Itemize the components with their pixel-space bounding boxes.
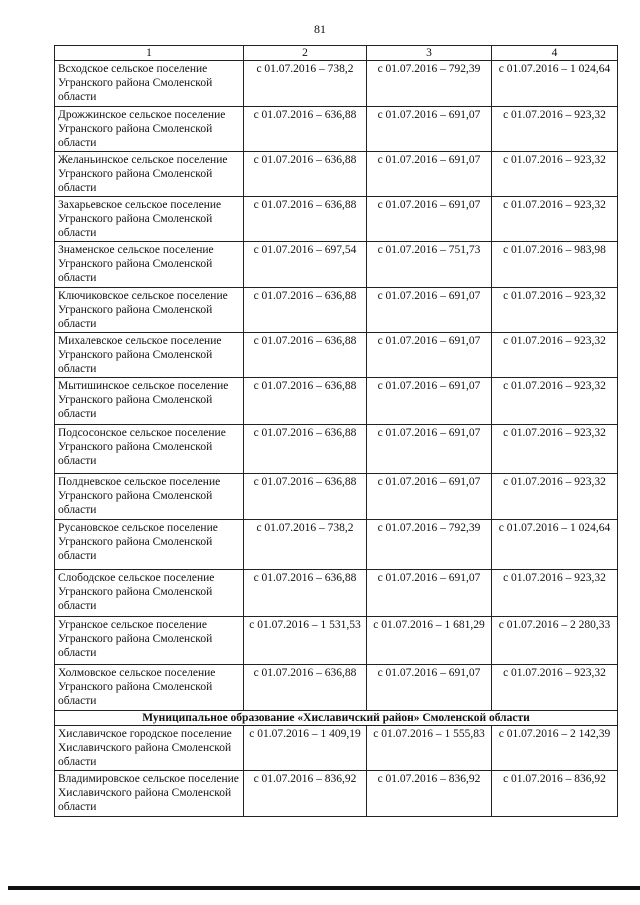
header-col-4: 4 xyxy=(492,46,618,61)
tariff-col-2: с 01.07.2016 – 636,88 xyxy=(244,152,367,197)
tariff-col-3: с 01.07.2016 – 836,92 xyxy=(367,771,492,817)
settlement-name: Слободское сельское поселение Угранского района Смоленской области xyxy=(55,570,244,617)
settlement-name: Михалевское сельское поселение Угранского района Смоленской области xyxy=(55,333,244,378)
tariff-col-3: с 01.07.2016 – 691,07 xyxy=(367,570,492,617)
tariff-col-3: с 01.07.2016 – 691,07 xyxy=(367,665,492,711)
table-header xyxy=(55,46,618,61)
tariff-col-4: с 01.07.2016 – 923,32 xyxy=(492,333,618,378)
settlement-name: Хиславичское городское поселение Хиславичского района Смоленской области xyxy=(55,726,244,771)
tariff-col-2: с 01.07.2016 – 636,88 xyxy=(244,425,367,474)
tariff-col-2: с 01.07.2016 – 636,88 xyxy=(244,288,367,333)
settlement-name: Всходское сельское поселение Угранского района Смоленской области xyxy=(55,61,244,107)
table-row xyxy=(55,474,618,520)
tariff-col-4: с 01.07.2016 – 923,32 xyxy=(492,288,618,333)
tariff-col-3: с 01.07.2016 – 691,07 xyxy=(367,152,492,197)
table-row xyxy=(55,771,618,817)
tariff-col-4: с 01.07.2016 – 923,32 xyxy=(492,474,618,520)
settlement-name: Владимировское сельское поселение Хиславичского района Смоленской области xyxy=(55,771,244,817)
tariff-col-3: с 01.07.2016 – 691,07 xyxy=(367,474,492,520)
tariff-col-3: с 01.07.2016 – 691,07 xyxy=(367,107,492,152)
table-row xyxy=(55,726,618,771)
settlement-name: Подсосонское сельское поселение Угранского района Смоленской области xyxy=(55,425,244,474)
tariff-col-3: с 01.07.2016 – 792,39 xyxy=(367,520,492,570)
tariff-col-4: с 01.07.2016 – 923,32 xyxy=(492,425,618,474)
tariff-col-2: с 01.07.2016 – 1 409,19 xyxy=(244,726,367,771)
tariff-col-2: с 01.07.2016 – 636,88 xyxy=(244,197,367,242)
tariff-col-4: с 01.07.2016 – 923,32 xyxy=(492,197,618,242)
tariff-col-2: с 01.07.2016 – 636,88 xyxy=(244,665,367,711)
settlement-name: Желаньинское сельское поселение Угранского района Смоленской области xyxy=(55,152,244,197)
tariff-col-3: с 01.07.2016 – 691,07 xyxy=(367,288,492,333)
tariff-col-2: с 01.07.2016 – 697,54 xyxy=(244,242,367,288)
section-title: Муниципальное образование «Хиславичский район» Смоленской области xyxy=(55,711,618,726)
table-row xyxy=(55,520,618,570)
tariff-col-2: с 01.07.2016 – 738,2 xyxy=(244,61,367,107)
tariff-col-2: с 01.07.2016 – 636,88 xyxy=(244,107,367,152)
table-row xyxy=(55,665,618,711)
table-row xyxy=(55,288,618,333)
tariff-col-3: с 01.07.2016 – 792,39 xyxy=(367,61,492,107)
table-row xyxy=(55,617,618,665)
tariff-col-3: с 01.07.2016 – 751,73 xyxy=(367,242,492,288)
tariff-col-4: с 01.07.2016 – 1 024,64 xyxy=(492,61,618,107)
table-row xyxy=(55,107,618,152)
table-row xyxy=(55,333,618,378)
tariff-col-2: с 01.07.2016 – 636,88 xyxy=(244,474,367,520)
settlement-name: Русановское сельское поселение Угранского района Смоленской области xyxy=(55,520,244,570)
header-col-3: 3 xyxy=(367,46,492,61)
tariff-col-3: с 01.07.2016 – 691,07 xyxy=(367,425,492,474)
settlement-name: Полдневское сельское поселение Угранского района Смоленской области xyxy=(55,474,244,520)
tariff-col-4: с 01.07.2016 – 923,32 xyxy=(492,152,618,197)
tariff-col-4: с 01.07.2016 – 923,32 xyxy=(492,378,618,425)
tariff-col-4: с 01.07.2016 – 923,32 xyxy=(492,665,618,711)
tariff-col-3: с 01.07.2016 – 1 681,29 xyxy=(367,617,492,665)
tariff-col-4: с 01.07.2016 – 923,32 xyxy=(492,570,618,617)
tariff-col-2: с 01.07.2016 – 738,2 xyxy=(244,520,367,570)
tariff-col-2: с 01.07.2016 – 636,88 xyxy=(244,570,367,617)
tariff-col-3: с 01.07.2016 – 691,07 xyxy=(367,197,492,242)
tariff-col-4: с 01.07.2016 – 2 142,39 xyxy=(492,726,618,771)
tariff-col-4: с 01.07.2016 – 923,32 xyxy=(492,107,618,152)
tariff-col-2: с 01.07.2016 – 636,88 xyxy=(244,333,367,378)
tariff-col-4: с 01.07.2016 – 836,92 xyxy=(492,771,618,817)
settlement-name: Ключиковское сельское поселение Угранского района Смоленской области xyxy=(55,288,244,333)
table-row xyxy=(55,242,618,288)
tariff-col-3: с 01.07.2016 – 691,07 xyxy=(367,333,492,378)
section-row xyxy=(55,711,618,726)
table-row xyxy=(55,425,618,474)
table-row xyxy=(55,378,618,425)
tariff-col-2: с 01.07.2016 – 636,88 xyxy=(244,378,367,425)
tariff-col-3: с 01.07.2016 – 691,07 xyxy=(367,378,492,425)
header-row xyxy=(55,46,618,61)
settlement-name: Холмовское сельское поселение Угранского района Смоленской области xyxy=(55,665,244,711)
settlement-name: Мытишинское сельское поселение Угранского района Смоленской области xyxy=(55,378,244,425)
tariff-table xyxy=(54,45,618,817)
table-row xyxy=(55,570,618,617)
table-row xyxy=(55,61,618,107)
tariff-col-2: с 01.07.2016 – 1 531,53 xyxy=(244,617,367,665)
header-col-2: 2 xyxy=(244,46,367,61)
settlement-name: Захарьевское сельское поселение Угранского района Смоленской области xyxy=(55,197,244,242)
header-col-1: 1 xyxy=(55,46,244,61)
table-row xyxy=(55,197,618,242)
bottom-rule xyxy=(8,886,640,890)
tariff-col-4: с 01.07.2016 – 983,98 xyxy=(492,242,618,288)
settlement-name: Знаменское сельское поселение Угранского района Смоленской области xyxy=(55,242,244,288)
table-body xyxy=(55,61,618,817)
settlement-name: Угранское сельское поселение Угранского района Смоленской области xyxy=(55,617,244,665)
tariff-col-4: с 01.07.2016 – 1 024,64 xyxy=(492,520,618,570)
table-row xyxy=(55,152,618,197)
tariff-col-2: с 01.07.2016 – 836,92 xyxy=(244,771,367,817)
settlement-name: Дрожжинское сельское поселение Угранского района Смоленской области xyxy=(55,107,244,152)
page-number: 81 xyxy=(314,22,326,36)
tariff-col-4: с 01.07.2016 – 2 280,33 xyxy=(492,617,618,665)
tariff-col-3: с 01.07.2016 – 1 555,83 xyxy=(367,726,492,771)
